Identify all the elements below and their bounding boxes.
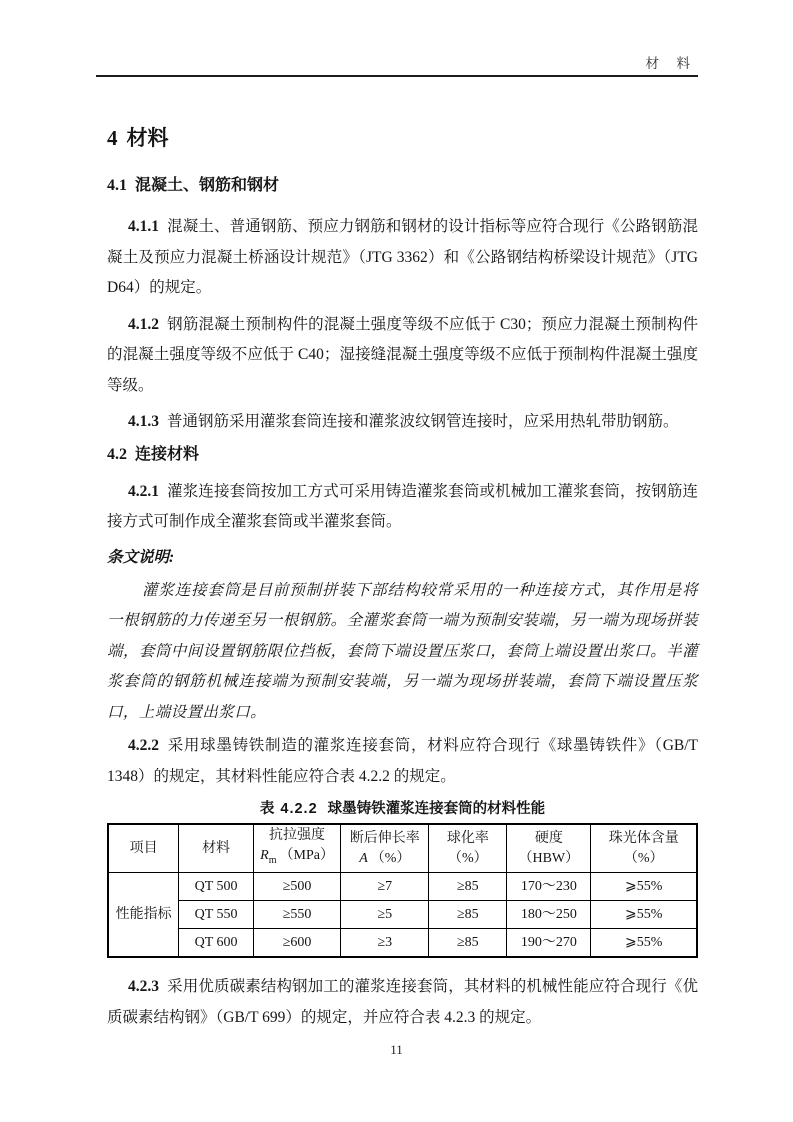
section-heading-4-1 <box>107 177 698 194</box>
cell-spheroidization: ≥85 <box>429 873 507 901</box>
col-header-text: 材料 <box>202 840 231 856</box>
section-heading-4-2 <box>107 446 698 463</box>
clause-text: 灌浆连接套筒按加工方式可采用铸造灌浆套筒或机械加工灌浆套筒，按钢筋连接方式可制作成全灌浆套筒或半灌浆套筒。 <box>107 482 698 530</box>
section-name: 连接材料 <box>135 445 200 463</box>
clause-4-2-1 <box>107 477 698 538</box>
chapter-number: 4 <box>107 126 118 150</box>
col-header-text: 断后伸长率 <box>349 830 420 846</box>
chapter-title <box>107 127 698 150</box>
table-header-row <box>108 824 697 873</box>
clause-text: 普通钢筋采用灌浆套筒连接和灌浆波纹钢管连接时，应采用热轧带肋钢筋。 <box>167 413 679 430</box>
cell-spheroidization: ≥85 <box>429 901 507 929</box>
section-number: 4.1 <box>107 177 127 194</box>
commentary-label: 条文说明: <box>107 548 175 566</box>
material-properties-table <box>107 823 698 958</box>
table-row <box>108 901 697 929</box>
table-caption <box>107 801 698 817</box>
clause-number: 4.2.3 <box>128 978 159 995</box>
col-header-text: 项目 <box>129 840 158 856</box>
clause-4-1-2 <box>107 310 698 402</box>
table-row <box>108 929 697 958</box>
subscript-m: m <box>268 854 277 866</box>
table-caption-label: 表 4.2.2 <box>259 801 318 817</box>
col-header-pearlite <box>591 824 697 873</box>
col-header-tensile-strength <box>253 824 340 873</box>
section-name: 混凝土、钢筋和钢材 <box>135 177 280 194</box>
cell-hardness: 180～250 <box>507 901 591 929</box>
cell-pearlite: ⩾55% <box>591 901 697 929</box>
clause-text: 钢筋混凝土预制构件的混凝土强度等级不应低于 C30；预应力混凝土预制构件的混凝土强度等级不应低于 C40；湿接缝混凝土强度等级不应低于预制构件混凝土强度等级。 <box>107 315 698 394</box>
clause-text: 混凝土、普通钢筋、预应力钢筋和钢材的设计指标等应符合现行《公路钢筋混凝土及预应力混凝土桥涵设计规范》（JTG 3362）和《公路钢结构桥梁设计规范》（JTG D64）的规定。 <box>107 218 698 296</box>
clause-text: 采用球墨铸铁制造的灌浆连接套筒，材料应符合现行《球墨铸铁件》（GB/T 1348）的规定，其材料性能应符合表 4.2.2 的规定。 <box>107 737 698 785</box>
cell-material: QT 500 <box>179 873 254 901</box>
clause-4-1-1 <box>107 212 698 304</box>
clause-number: 4.1.1 <box>128 218 159 235</box>
table-4-2-2-block <box>107 801 698 958</box>
symbol-A: A <box>359 850 368 866</box>
commentary-text: 灌浆连接套筒是目前预制拼装下部结构较常采用的一种连接方式，其作用是将一根钢筋的力传递至另一根钢筋。全灌浆套筒一端为预制安装端，另一端为现场拼装端，套筒中间设置钢筋限位挡板，套筒下端设置压浆口，套筒上端设置出浆口。半灌浆套筒的钢筋机械连接端为预制安装端，另一端为现场拼装端，套筒下端设置压浆口，上端设置出浆口。 <box>107 581 698 721</box>
running-header-title: 材 料 <box>645 56 692 71</box>
col-header-text: 硬度 <box>534 830 563 846</box>
cell-tensile: ≥550 <box>253 901 340 929</box>
table-row <box>108 873 697 901</box>
unit-label: （MPa） <box>279 848 334 864</box>
cell-elongation: ≥5 <box>341 901 429 929</box>
col-header-text: 抗拉强度 <box>269 828 326 844</box>
cell-spheroidization: ≥85 <box>429 929 507 958</box>
clause-text: 采用优质碳素结构钢加工的灌浆连接套筒，其材料的机械性能应符合现行《优质碳素结构钢》（GB/T 699）的规定，并应符合表 4.2.3 的规定。 <box>107 978 698 1026</box>
cell-material: QT 550 <box>179 901 254 929</box>
page-number: 11 <box>390 1042 403 1057</box>
col-header-formula <box>343 849 426 869</box>
row-group-label: 性能指标 <box>108 873 179 958</box>
clause-number: 4.1.2 <box>128 315 159 333</box>
cell-hardness: 170～230 <box>507 873 591 901</box>
col-header-elongation <box>341 824 429 873</box>
unit-label: （%） <box>448 850 488 866</box>
clause-4-2-2 <box>107 731 698 792</box>
clause-number: 4.2.1 <box>128 482 159 500</box>
col-header-spheroidization <box>429 824 507 873</box>
chapter-name: 材料 <box>126 127 169 150</box>
cell-hardness: 190～270 <box>507 929 591 958</box>
cell-elongation: ≥3 <box>341 929 429 958</box>
cell-elongation: ≥7 <box>341 873 429 901</box>
page-content <box>107 127 698 1033</box>
col-header-formula <box>256 846 338 871</box>
col-header-item <box>108 824 179 873</box>
running-header <box>96 52 698 77</box>
clause-4-1-3 <box>107 407 698 438</box>
symbol-R: R <box>260 848 269 864</box>
cell-pearlite: ⩾55% <box>591 873 697 901</box>
cell-tensile: ≥500 <box>253 873 340 901</box>
clause-4-2-3 <box>107 972 698 1033</box>
col-header-text: 珠光体含量 <box>608 830 679 846</box>
unit-label: （HBW） <box>518 850 580 866</box>
unit-label: （%） <box>623 850 664 866</box>
cell-tensile: ≥600 <box>253 929 340 958</box>
cell-material: QT 600 <box>179 929 254 958</box>
clause-number: 4.1.3 <box>128 413 159 430</box>
cell-pearlite: ⩾55% <box>591 929 697 958</box>
col-header-material <box>179 824 254 873</box>
col-header-text: 球化率 <box>446 830 489 846</box>
clause-number: 4.2.2 <box>128 737 159 754</box>
table-caption-title: 球墨铸铁灌浆连接套筒的材料性能 <box>327 801 546 817</box>
unit-label: （%） <box>370 850 411 866</box>
col-header-hardness <box>507 824 591 873</box>
section-number: 4.2 <box>107 445 127 463</box>
